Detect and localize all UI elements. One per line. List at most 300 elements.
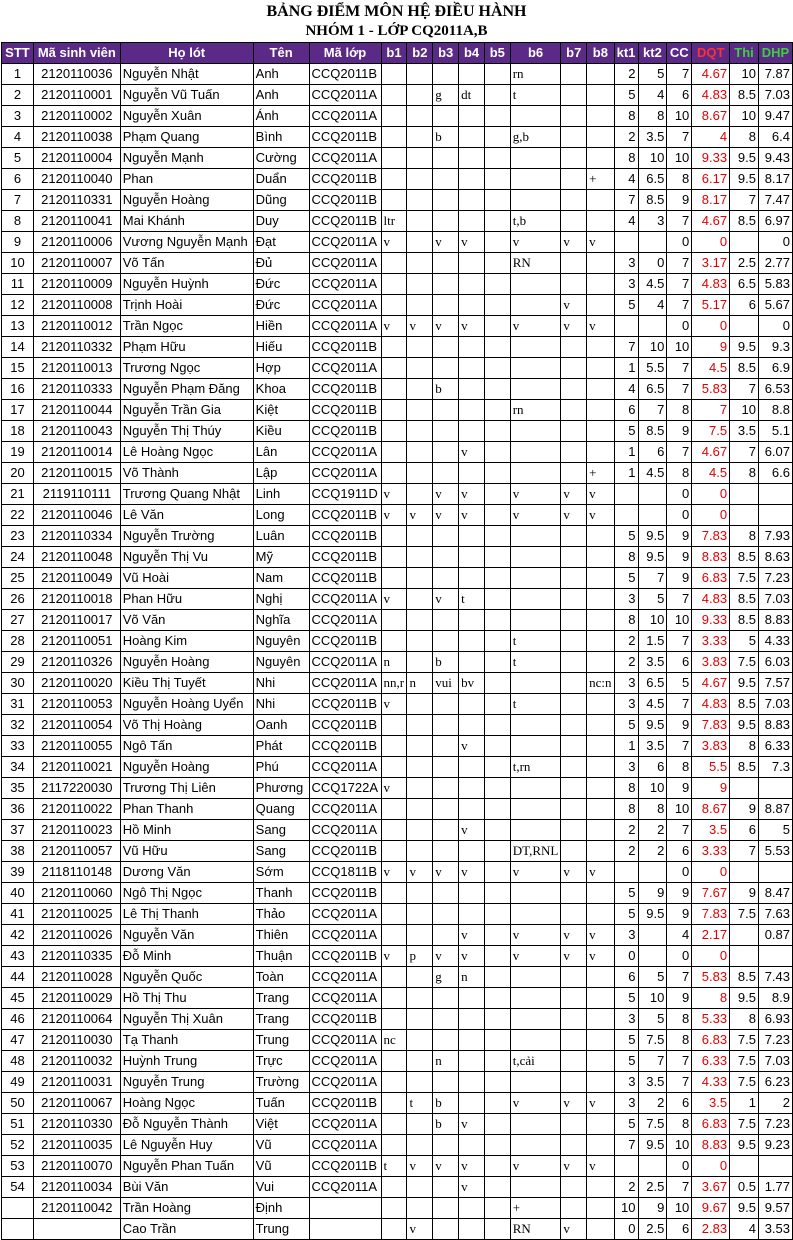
table-cell: 9.67 <box>692 1198 730 1219</box>
table-cell: 8.87 <box>758 799 792 820</box>
table-cell: v <box>561 1156 587 1177</box>
table-cell: 2120110028 <box>33 967 120 988</box>
table-cell: Cao Trần <box>120 1219 253 1240</box>
table-cell <box>484 274 510 295</box>
table-row <box>2 652 793 673</box>
table-cell <box>433 1009 459 1030</box>
table-cell: CCQ2011B <box>309 841 381 862</box>
table-cell: 8.67 <box>692 106 730 127</box>
table-cell <box>484 757 510 778</box>
table-cell <box>484 400 510 421</box>
table-cell: Lê Hoàng Ngọc <box>120 442 253 463</box>
table-cell <box>309 1198 381 1219</box>
table-cell: CCQ1911D <box>309 484 381 505</box>
table-row <box>2 568 793 589</box>
table-cell <box>381 358 407 379</box>
table-cell: 26 <box>2 589 34 610</box>
table-cell: 5 <box>614 1114 638 1135</box>
table-cell: Mai Khánh <box>120 211 253 232</box>
table-cell: 2120110064 <box>33 1009 120 1030</box>
table-cell: CCQ2011A <box>309 442 381 463</box>
table-cell: 1 <box>730 1093 759 1114</box>
table-cell <box>561 190 587 211</box>
table-cell: RN <box>510 253 561 274</box>
table-cell <box>407 190 433 211</box>
table-cell: 4.5 <box>638 463 667 484</box>
table-cell <box>561 631 587 652</box>
table-cell <box>407 148 433 169</box>
table-row <box>2 1219 793 1240</box>
table-cell: 3 <box>2 106 34 127</box>
table-cell: 7 <box>692 400 730 421</box>
table-cell <box>459 1219 485 1240</box>
table-cell <box>484 967 510 988</box>
table-cell: 6.4 <box>758 127 792 148</box>
table-cell <box>484 694 510 715</box>
table-cell: 5 <box>614 904 638 925</box>
table-cell <box>433 442 459 463</box>
table-cell <box>433 631 459 652</box>
table-cell <box>730 925 759 946</box>
table-cell: rn <box>510 400 561 421</box>
table-cell: 7 <box>730 841 759 862</box>
table-row <box>2 421 793 442</box>
table-cell <box>561 358 587 379</box>
table-cell: v <box>510 1156 561 1177</box>
table-cell: 2120110335 <box>33 946 120 967</box>
table-cell <box>407 1009 433 1030</box>
table-cell: nc:n <box>587 673 614 694</box>
table-cell: 34 <box>2 757 34 778</box>
table-cell: 3.33 <box>692 631 730 652</box>
table-cell: CCQ2011A <box>309 757 381 778</box>
table-cell <box>730 778 759 799</box>
table-cell: 2 <box>638 820 667 841</box>
table-cell: 5.17 <box>692 295 730 316</box>
table-cell: 6.97 <box>758 211 792 232</box>
table-cell: 2120110014 <box>33 442 120 463</box>
table-cell: v <box>381 589 407 610</box>
table-row <box>2 85 793 106</box>
table-cell: v <box>587 316 614 337</box>
table-cell: v <box>459 1114 485 1135</box>
table-cell: 9.5 <box>730 715 759 736</box>
table-cell <box>510 1135 561 1156</box>
table-cell <box>433 988 459 1009</box>
table-cell: 7 <box>614 190 638 211</box>
table-cell: CCQ2011B <box>309 211 381 232</box>
table-cell: 6 <box>730 820 759 841</box>
table-cell: 16 <box>2 379 34 400</box>
table-cell <box>433 568 459 589</box>
table-cell: 9 <box>667 883 692 904</box>
table-cell: 1 <box>614 463 638 484</box>
table-cell: 42 <box>2 925 34 946</box>
table-cell <box>484 988 510 1009</box>
table-cell: 0 <box>692 505 730 526</box>
table-cell: v <box>510 862 561 883</box>
table-cell: 7 <box>667 442 692 463</box>
table-cell: 49 <box>2 1072 34 1093</box>
table-cell: Thảo <box>253 904 309 925</box>
table-cell <box>459 1030 485 1051</box>
table-cell: Nguyễn Phan Tuấn <box>120 1156 253 1177</box>
table-cell: 6.5 <box>730 274 759 295</box>
table-cell: v <box>407 1156 433 1177</box>
table-cell: v <box>407 316 433 337</box>
table-cell <box>459 799 485 820</box>
table-cell <box>381 757 407 778</box>
table-cell <box>459 652 485 673</box>
table-cell: v <box>433 589 459 610</box>
table-row <box>2 1093 793 1114</box>
table-cell: 47 <box>2 1030 34 1051</box>
table-cell <box>407 736 433 757</box>
table-cell: 9.5 <box>638 715 667 736</box>
table-row <box>2 169 793 190</box>
table-row <box>2 1051 793 1072</box>
table-cell: v <box>459 1177 485 1198</box>
table-cell <box>459 1135 485 1156</box>
table-cell <box>561 421 587 442</box>
table-cell: CCQ2011B <box>309 946 381 967</box>
table-cell: 7.5 <box>730 1072 759 1093</box>
table-cell: 2117220030 <box>33 778 120 799</box>
table-cell: CCQ2011A <box>309 988 381 1009</box>
table-row <box>2 505 793 526</box>
table-cell <box>381 106 407 127</box>
table-row <box>2 715 793 736</box>
table-cell: 7 <box>730 379 759 400</box>
table-cell: 8.17 <box>758 169 792 190</box>
table-cell: Tạ Thanh <box>120 1030 253 1051</box>
table-cell: v <box>459 1156 485 1177</box>
table-cell <box>459 1009 485 1030</box>
table-cell: 4.83 <box>692 274 730 295</box>
table-cell: 5 <box>614 1030 638 1051</box>
table-cell: bv <box>459 673 485 694</box>
table-cell <box>587 883 614 904</box>
table-cell <box>433 757 459 778</box>
table-cell <box>484 379 510 400</box>
table-cell: 0 <box>758 232 792 253</box>
table-cell: 1 <box>2 64 34 85</box>
table-cell: 9.5 <box>730 148 759 169</box>
table-cell: 4.5 <box>638 274 667 295</box>
table-cell: Hoàng Kim <box>120 631 253 652</box>
table-cell <box>510 820 561 841</box>
table-cell: Nguyễn Trường <box>120 526 253 547</box>
table-row <box>2 967 793 988</box>
table-cell: 9 <box>2 232 34 253</box>
table-cell: 6.03 <box>758 652 792 673</box>
table-cell: 15 <box>2 358 34 379</box>
table-cell: 3 <box>614 253 638 274</box>
table-cell: 9.5 <box>638 1135 667 1156</box>
table-cell: 11 <box>2 274 34 295</box>
table-cell <box>561 1114 587 1135</box>
table-row <box>2 862 793 883</box>
table-cell: CCQ2011B <box>309 547 381 568</box>
table-cell: Phan <box>120 169 253 190</box>
table-cell: 9.5 <box>730 673 759 694</box>
table-cell <box>587 442 614 463</box>
table-cell: 6.07 <box>758 442 792 463</box>
column-header: b2 <box>407 43 433 64</box>
table-cell: 45 <box>2 988 34 1009</box>
table-cell <box>587 694 614 715</box>
table-cell: 9.5 <box>730 988 759 1009</box>
table-cell: CCQ2011A <box>309 1135 381 1156</box>
table-row <box>2 1156 793 1177</box>
table-cell: 2 <box>638 1093 667 1114</box>
table-cell <box>561 337 587 358</box>
table-cell: 9 <box>667 547 692 568</box>
table-cell <box>407 169 433 190</box>
table-cell: 5 <box>667 673 692 694</box>
table-cell: 2120110034 <box>33 1177 120 1198</box>
table-cell: 8.17 <box>692 190 730 211</box>
table-cell <box>638 316 667 337</box>
table-cell <box>407 421 433 442</box>
table-cell <box>587 757 614 778</box>
table-cell <box>587 967 614 988</box>
table-cell: p <box>407 946 433 967</box>
table-cell: t <box>510 631 561 652</box>
table-cell <box>459 64 485 85</box>
table-cell <box>510 295 561 316</box>
table-cell <box>730 232 759 253</box>
table-cell: 10 <box>2 253 34 274</box>
table-cell: 2 <box>614 64 638 85</box>
table-cell: Đức <box>253 274 309 295</box>
table-cell: Nguyễn Hoàng Uyển <box>120 694 253 715</box>
table-cell: v <box>510 316 561 337</box>
table-cell: 0 <box>692 316 730 337</box>
table-cell: + <box>510 1198 561 1219</box>
table-cell <box>459 1072 485 1093</box>
table-cell: 9.47 <box>758 106 792 127</box>
table-cell: 7 <box>667 736 692 757</box>
table-cell: 7 <box>667 820 692 841</box>
table-cell: Oanh <box>253 715 309 736</box>
column-header: Mã sinh viên <box>33 43 120 64</box>
table-cell <box>561 610 587 631</box>
table-cell: Đức <box>253 295 309 316</box>
table-cell: 7 <box>667 358 692 379</box>
table-cell <box>587 1030 614 1051</box>
table-row <box>2 1135 793 1156</box>
table-cell: t,b <box>510 211 561 232</box>
table-cell <box>561 568 587 589</box>
table-cell: Ngô Thị Ngọc <box>120 883 253 904</box>
table-cell: 6 <box>667 85 692 106</box>
table-cell: v <box>561 295 587 316</box>
table-body <box>2 64 793 1240</box>
table-cell <box>561 85 587 106</box>
table-cell <box>381 85 407 106</box>
table-cell: b <box>433 127 459 148</box>
table-row <box>2 547 793 568</box>
table-cell: 38 <box>2 841 34 862</box>
table-cell: 9.57 <box>758 1198 792 1219</box>
table-cell: 9 <box>692 778 730 799</box>
table-cell <box>381 610 407 631</box>
table-cell <box>407 631 433 652</box>
table-cell: 4 <box>638 295 667 316</box>
table-cell: rn <box>510 64 561 85</box>
table-cell: Nguyễn Hoàng <box>120 652 253 673</box>
table-cell <box>381 967 407 988</box>
table-cell: 8.5 <box>730 547 759 568</box>
table-cell <box>587 841 614 862</box>
table-cell: 7 <box>667 295 692 316</box>
table-cell: 7 <box>638 568 667 589</box>
table-cell <box>561 64 587 85</box>
table-cell <box>381 169 407 190</box>
table-cell <box>758 505 792 526</box>
table-cell: CCQ2011B <box>309 505 381 526</box>
table-cell <box>459 610 485 631</box>
table-cell <box>561 1030 587 1051</box>
table-cell <box>381 631 407 652</box>
table-row <box>2 484 793 505</box>
table-cell <box>561 967 587 988</box>
table-cell: 6.83 <box>692 568 730 589</box>
table-cell <box>433 211 459 232</box>
table-cell: Đỗ Minh <box>120 946 253 967</box>
table-cell: 4.5 <box>692 358 730 379</box>
table-cell: 6.33 <box>692 1051 730 1072</box>
table-cell <box>614 862 638 883</box>
table-cell: 10 <box>638 778 667 799</box>
table-cell: Phát <box>253 736 309 757</box>
table-cell: 7.43 <box>758 967 792 988</box>
table-cell <box>407 484 433 505</box>
table-cell <box>484 1030 510 1051</box>
table-cell: 5.33 <box>692 1009 730 1030</box>
table-cell: 6.6 <box>758 463 792 484</box>
table-cell <box>381 799 407 820</box>
table-cell: 3.33 <box>692 841 730 862</box>
table-cell: 8.5 <box>730 358 759 379</box>
table-cell: CCQ2011A <box>309 925 381 946</box>
table-cell: 5.53 <box>758 841 792 862</box>
table-cell <box>561 526 587 547</box>
table-cell <box>459 841 485 862</box>
table-cell: 8.9 <box>758 988 792 1009</box>
table-cell: v <box>510 925 561 946</box>
table-cell <box>484 883 510 904</box>
table-cell: v <box>381 862 407 883</box>
table-cell: Trang <box>253 1009 309 1030</box>
table-cell: 1 <box>614 442 638 463</box>
table-row <box>2 211 793 232</box>
table-cell: CCQ2011B <box>309 400 381 421</box>
table-cell: 2120110017 <box>33 610 120 631</box>
table-cell <box>587 274 614 295</box>
table-cell: 2120110030 <box>33 1030 120 1051</box>
table-cell: 2 <box>614 841 638 862</box>
table-cell: 8 <box>638 799 667 820</box>
table-cell: Nguyễn Nhật <box>120 64 253 85</box>
table-cell: 13 <box>2 316 34 337</box>
table-cell <box>459 883 485 904</box>
table-cell: CCQ2011B <box>309 715 381 736</box>
table-cell: Nghị <box>253 589 309 610</box>
table-cell <box>407 799 433 820</box>
table-cell <box>587 631 614 652</box>
table-cell <box>730 505 759 526</box>
table-cell <box>561 547 587 568</box>
table-cell: 7 <box>667 127 692 148</box>
table-cell <box>433 841 459 862</box>
table-cell: v <box>587 505 614 526</box>
table-cell: CCQ2011B <box>309 883 381 904</box>
table-cell: 7 <box>667 631 692 652</box>
table-cell <box>381 421 407 442</box>
table-cell: 7.5 <box>638 1030 667 1051</box>
table-cell: + <box>587 169 614 190</box>
table-cell: 7 <box>667 589 692 610</box>
table-cell: Hoàng Ngọc <box>120 1093 253 1114</box>
table-cell: 6.5 <box>638 379 667 400</box>
table-cell <box>561 757 587 778</box>
table-cell: 7.5 <box>638 1114 667 1135</box>
table-cell: 7.83 <box>692 904 730 925</box>
table-cell <box>459 379 485 400</box>
table-cell: Đủ <box>253 253 309 274</box>
table-cell <box>407 379 433 400</box>
table-cell <box>638 505 667 526</box>
table-cell: CCQ2011A <box>309 148 381 169</box>
table-cell <box>510 568 561 589</box>
table-cell: 2120110015 <box>33 463 120 484</box>
table-cell: 4.83 <box>692 85 730 106</box>
table-cell: v <box>459 232 485 253</box>
table-cell <box>459 337 485 358</box>
table-cell: 44 <box>2 967 34 988</box>
table-cell: Vương Nguyễn Mạnh <box>120 232 253 253</box>
table-cell <box>484 106 510 127</box>
table-cell <box>484 1009 510 1030</box>
table-cell <box>484 295 510 316</box>
table-cell: 0 <box>692 862 730 883</box>
table-cell: 8.83 <box>758 715 792 736</box>
table-cell <box>433 736 459 757</box>
table-cell <box>484 1114 510 1135</box>
table-cell: 5 <box>614 883 638 904</box>
table-cell: 2120110044 <box>33 400 120 421</box>
table-cell: 9.3 <box>758 337 792 358</box>
table-cell <box>407 610 433 631</box>
table-cell <box>433 421 459 442</box>
table-cell: 2120110326 <box>33 652 120 673</box>
table-cell <box>407 337 433 358</box>
table-cell: 7 <box>614 1135 638 1156</box>
table-cell <box>730 484 759 505</box>
table-cell: 2120110049 <box>33 568 120 589</box>
table-cell <box>758 484 792 505</box>
table-cell: Trương Quang Nhật <box>120 484 253 505</box>
table-cell: 25 <box>2 568 34 589</box>
table-cell: 7.57 <box>758 673 792 694</box>
table-cell: CCQ2011A <box>309 904 381 925</box>
table-cell: v <box>510 946 561 967</box>
table-cell: v <box>561 1093 587 1114</box>
table-cell: 8 <box>2 211 34 232</box>
table-cell <box>587 1177 614 1198</box>
